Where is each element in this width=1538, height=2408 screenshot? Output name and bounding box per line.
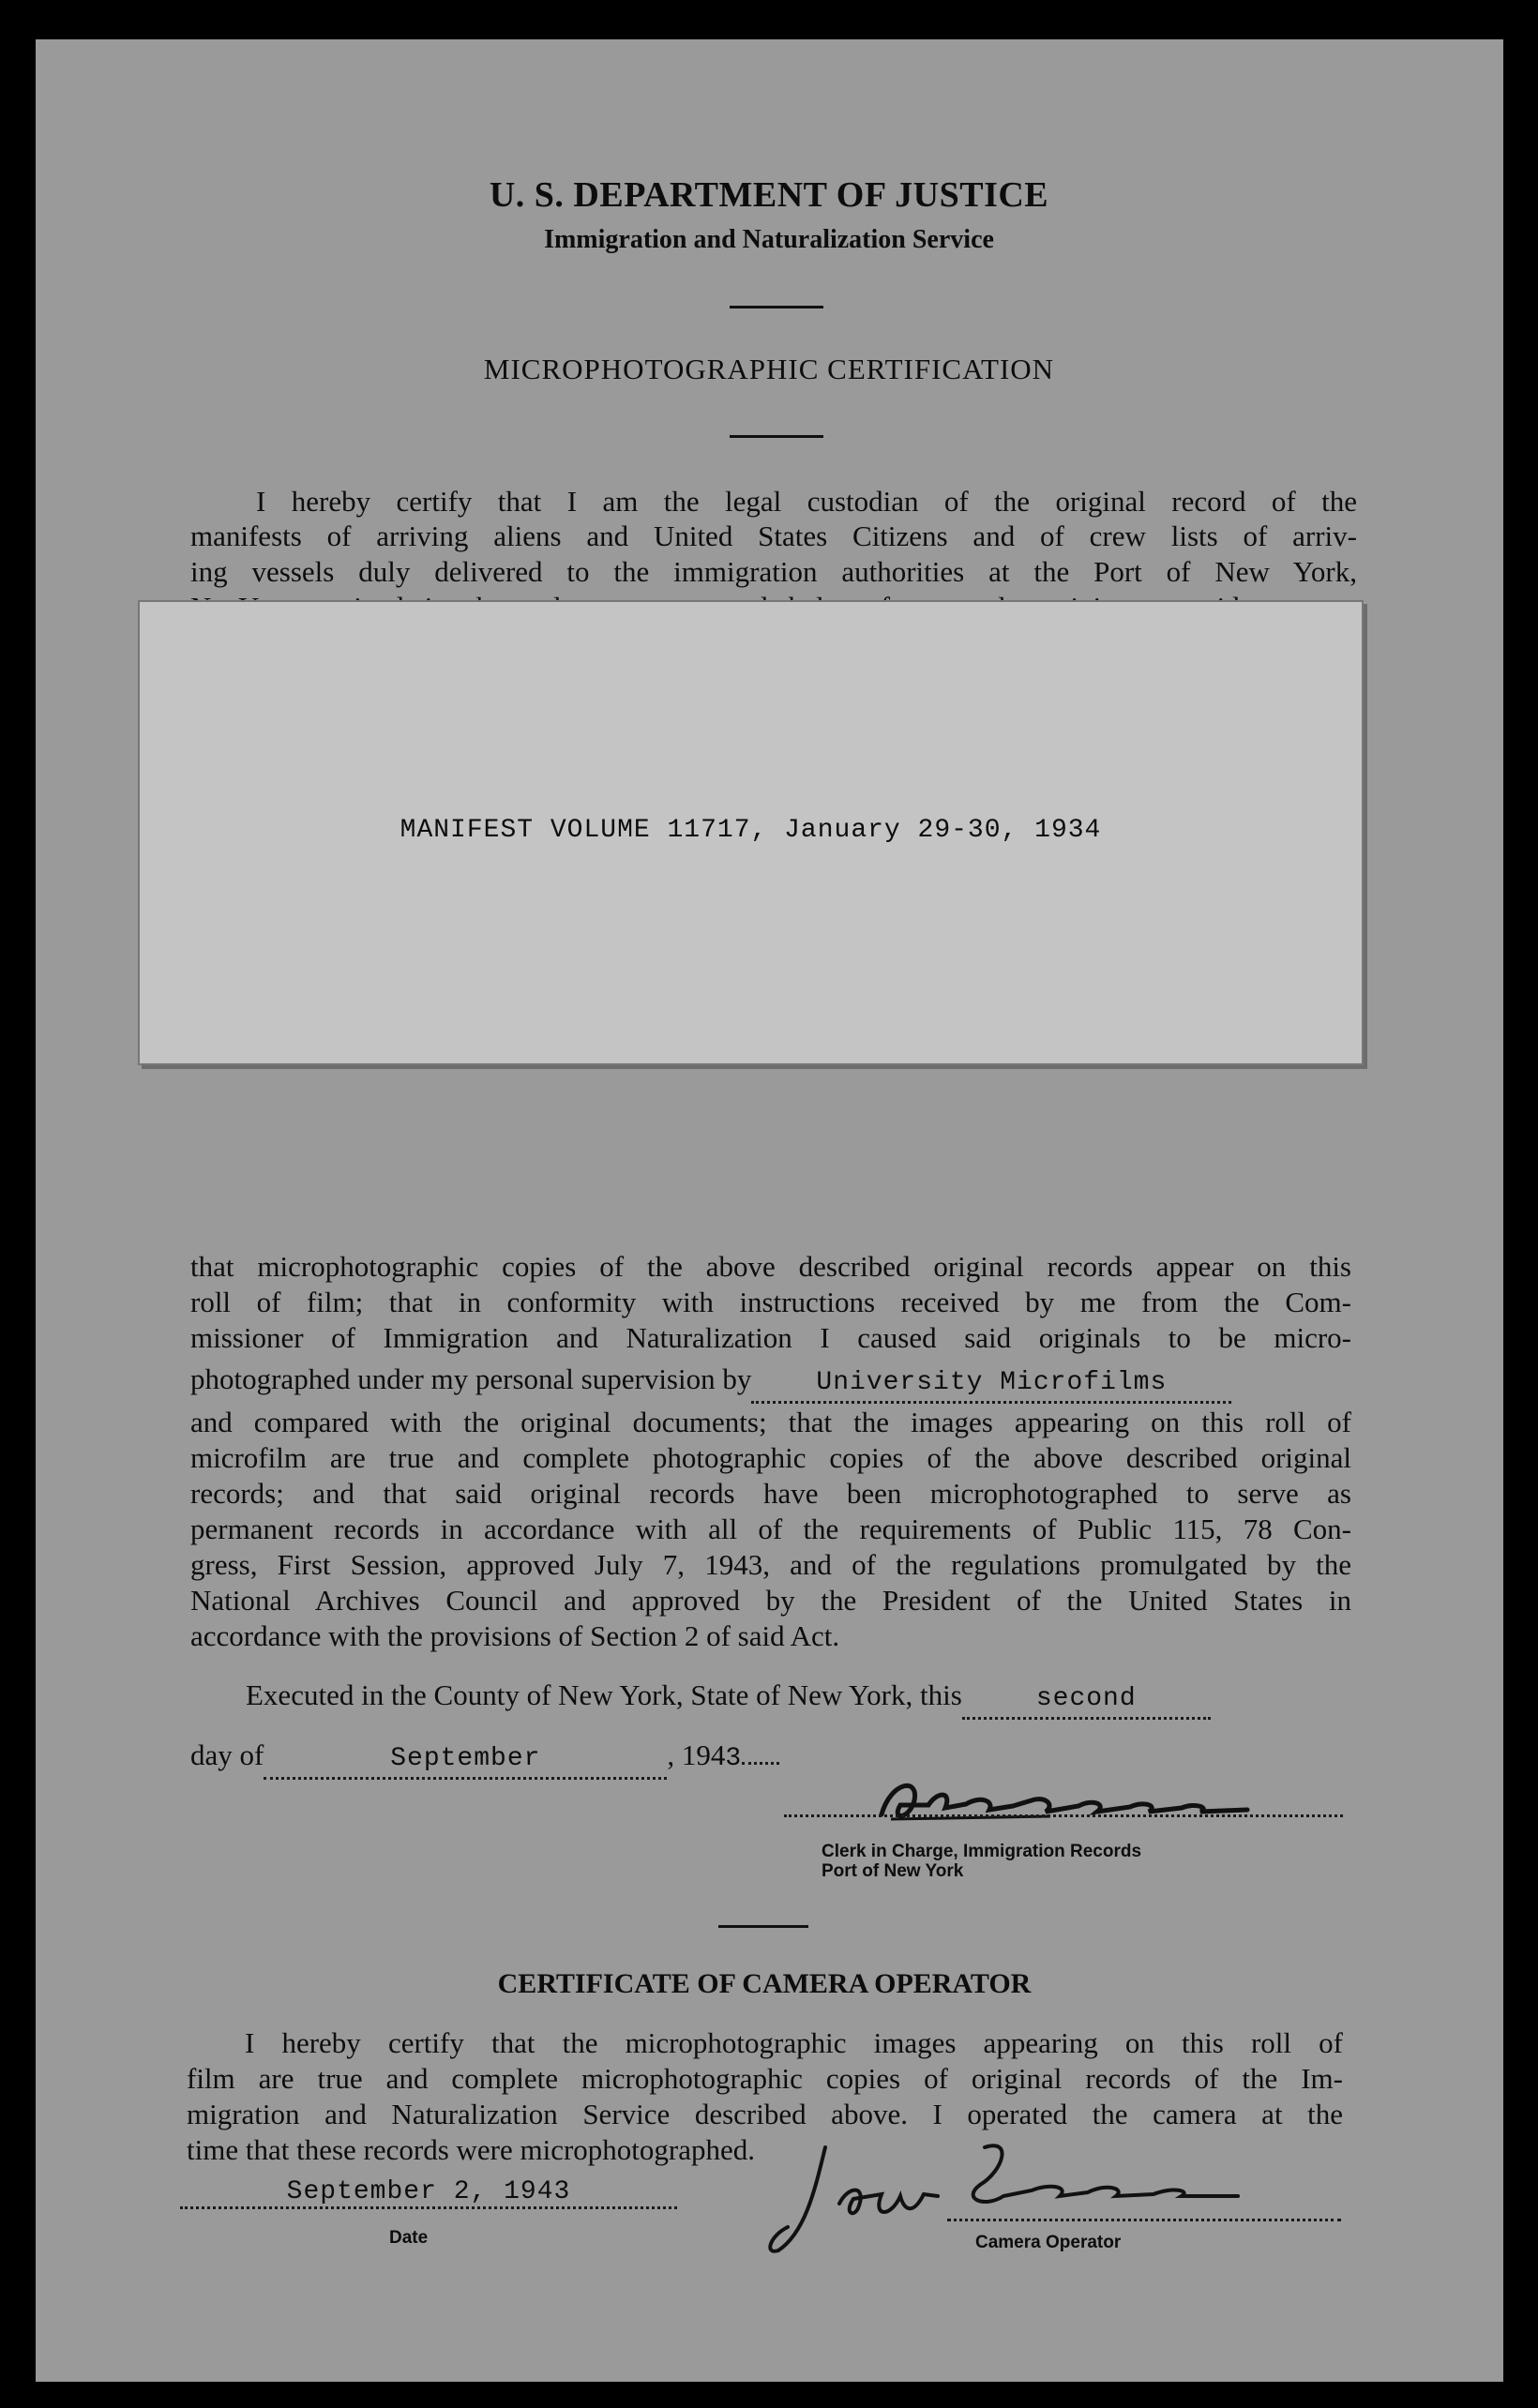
body-line: that microphotographic copies of the above described original records appear on this — [190, 1250, 1351, 1283]
intro-line: I hereby certify that I am the legal custodian of the original record of the — [256, 485, 1357, 518]
intro-line: manifests of arriving aliens and United States Citizens and of crew lists of arriv- — [190, 519, 1357, 552]
camera-certificate-title: CERTIFICATE OF CAMERA OPERATOR — [497, 1968, 1032, 1999]
execution-date-line — [190, 1738, 903, 1780]
camera-cert-line: migration and Naturalization Service described above. I operated the camera at the — [187, 2098, 1343, 2130]
intro-line: ing vessels duly delivered to the immigration authorities at the Port of New York, — [190, 555, 1357, 588]
camera-cert-line: I hereby certify that the microphotographic images appearing on this roll of — [245, 2026, 1343, 2059]
day-of-label: day of — [190, 1738, 264, 1771]
camera-cert-line: film are true and complete microphotographic copies of original records of the Im- — [187, 2062, 1343, 2095]
camera-date-field — [180, 2177, 677, 2209]
year-prefix: , 194 — [667, 1738, 726, 1771]
supervision-label: photographed under my personal supervision by — [190, 1362, 752, 1395]
date-label: Date — [389, 2228, 429, 2248]
body-line: roll of film; that in conformity with instructions received by me from the Com- — [190, 1286, 1351, 1318]
execution-label: Executed in the County of New York, State of New York, this — [246, 1678, 962, 1711]
supervision-value: University Microfilms — [751, 1365, 1231, 1404]
camera-cert-line: time that these records were microphotographed. — [187, 2133, 755, 2166]
execution-month-value: September — [264, 1741, 667, 1780]
supervision-line — [190, 1362, 1351, 1404]
divider-rule — [718, 1925, 808, 1928]
divider-rule — [730, 306, 823, 309]
camera-operator-label: Camera Operator — [975, 2233, 1122, 2252]
body-line: permanent records in accordance with all of the requirements of Public 115, 78 Con- — [190, 1513, 1351, 1545]
clerk-signature — [863, 1763, 1285, 1838]
manifest-volume-text: MANIFEST VOLUME 11717, January 29-30, 1934 — [400, 816, 1102, 845]
department-heading: U. S. DEPARTMENT OF JUSTICE — [489, 175, 1049, 215]
certification-title: MICROPHOTOGRAPHIC CERTIFICATION — [483, 353, 1055, 385]
clerk-signature-line — [784, 1814, 1343, 1817]
operator-signature-line — [947, 2219, 1341, 2221]
body-line: microfilm are true and complete photographic copies of the above described original — [190, 1441, 1351, 1474]
body-paragraph — [190, 1249, 1351, 1356]
clerk-title: Clerk in Charge, Immigration Records Port of New York — [822, 1842, 1142, 1881]
body-line: accordance with the provisions of Section 2 of said Act. — [190, 1619, 840, 1652]
manifest-volume-slip — [138, 600, 1364, 1065]
execution-day-value: second — [962, 1681, 1211, 1720]
body-line: National Archives Council and approved by the President of the United States in — [190, 1584, 1351, 1617]
camera-date-value: September 2, 1943 — [286, 2177, 571, 2206]
body-line: records; and that said original records have been microphotographed to serve as — [190, 1477, 1351, 1510]
body-line: missioner of Immigration and Naturalization I caused said originals to be micro- — [190, 1321, 1351, 1354]
year-digit: 3 — [725, 1744, 743, 1773]
body-line: gress, First Session, approved July 7, 1943, and of the regulations promulgated by the — [190, 1548, 1351, 1581]
body-paragraph-continued — [190, 1405, 1351, 1654]
execution-line — [246, 1678, 1352, 1720]
divider-rule — [730, 435, 823, 438]
service-subheading: Immigration and Naturalization Service — [544, 225, 994, 254]
body-line: and compared with the original documents; that the images appearing on this roll of — [190, 1406, 1351, 1438]
